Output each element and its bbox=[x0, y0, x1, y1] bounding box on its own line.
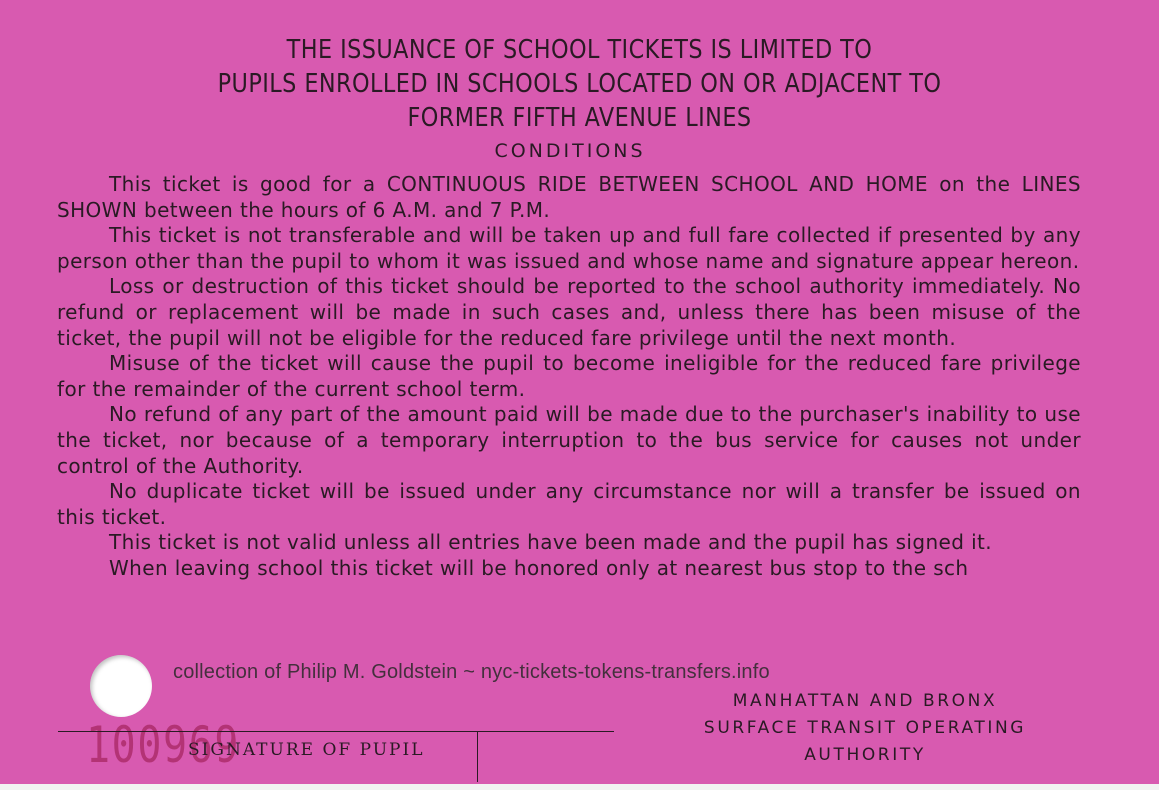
condition-paragraph: No duplicate ticket will be issued under any circumstance nor will a transfer be issued on this ticket. bbox=[57, 479, 1081, 529]
authority-line-2: SURFACE TRANSIT OPERATING bbox=[703, 718, 1027, 738]
heading-line-2: PUPILS ENROLLED IN SCHOOLS LOCATED ON OR ADJACENT TO bbox=[217, 69, 942, 99]
heading-line-3: FORMER FIFTH AVENUE LINES bbox=[407, 103, 752, 133]
condition-paragraph: Loss or destruction of this ticket should be reported to the school authority immediately. No refund or replacement will be made in such cases and, unless there has been misuse of the ticket, the pupil will not be eligible for the reduced fare privilege until the next month. bbox=[57, 274, 1081, 350]
condition-paragraph: This ticket is not transferable and will be taken up and full fare collected if presented by any person other than the pupil to whom it was issued and whose name and signature appear hereon. bbox=[57, 223, 1081, 273]
authority-line-1: MANHATTAN AND BRONX bbox=[732, 691, 998, 711]
conditions-body bbox=[57, 172, 1081, 582]
card-edge bbox=[0, 784, 1159, 790]
conditions-title: CONDITIONS bbox=[494, 140, 646, 162]
condition-paragraph: No refund of any part of the amount paid will be made due to the purchaser's inability to use the ticket, nor because of a temporary interruption to the bus service for causes not under control of the Authority. bbox=[57, 402, 1081, 478]
condition-paragraph: When leaving school this ticket will be honored only at nearest bus stop to the sch bbox=[109, 555, 969, 580]
signature-label: SIGNATURE OF PUPIL bbox=[188, 740, 425, 760]
condition-paragraph: This ticket is good for a CONTINUOUS RIDE BETWEEN SCHOOL AND HOME on the LINES SHOWN between the hours of 6 A.M. and 7 P.M. bbox=[57, 172, 1081, 222]
punch-hole bbox=[90, 655, 152, 717]
issuing-authority bbox=[640, 688, 1090, 769]
authority-line-3: AUTHORITY bbox=[804, 745, 926, 765]
condition-paragraph: This ticket is not valid unless all entries have been made and the pupil has signed it. bbox=[109, 530, 993, 555]
signature-line bbox=[58, 731, 614, 732]
condition-paragraph: Misuse of the ticket will cause the pupil to become ineligible for the reduced fare privilege for the remainder of the current school term. bbox=[57, 351, 1081, 401]
signature-divider bbox=[477, 732, 478, 782]
heading-line-1: THE ISSUANCE OF SCHOOL TICKETS IS LIMITED TO bbox=[286, 35, 873, 65]
serial-number-stamp: 100969 bbox=[86, 716, 241, 774]
collection-watermark: collection of Philip M. Goldstein ~ nyc-tickets-tokens-transfers.info bbox=[173, 661, 770, 683]
